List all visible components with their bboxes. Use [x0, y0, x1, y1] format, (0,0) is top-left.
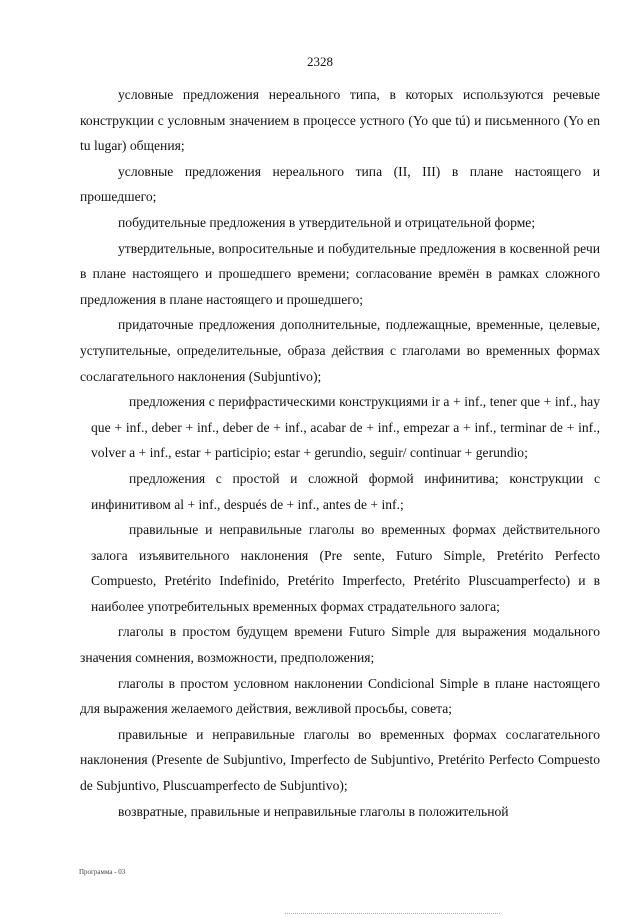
- paragraph-unreal-conditional-speech: условные предложения нереального типа, в которых используются речевые конструкции с условным значением в процессе устного (Yo que tú) и письменного (Yo en tu lugar) общения;: [80, 87, 600, 154]
- paragraph-indicative-tenses: правильные и неправильные глаголы во временных формах действительного залога изъявительного наклонения (Pre sente, Futuro Simple, Pretérito Perfecto Compuesto, Pretérito Indefinido, Pretérito Imperfecto, Pretérito Pluscuamperfecto) и в наиболее употребительных временных формах страдательного залога;: [91, 522, 600, 614]
- paragraph-indirect-speech: утвердительные, вопросительные и побудительные предложения в косвенной речи в плане настоящего и прошедшего времени; согласование времён в рамках сложного предложения в плане настоящего и прошедшего;: [80, 240, 600, 307]
- bottom-divider: [285, 913, 500, 914]
- paragraph-subjunctive-tenses: правильные и неправильные глаголы во временных формах сослагательного наклонения (Presente de Subjuntivo, Imperfecto de Subjuntivo, Pretérito Perfecto Compuesto de Subjuntivo, Pluscuamperfecto de Subjuntivo);: [80, 726, 600, 794]
- footer-program-label: Программа - 03: [79, 868, 126, 876]
- paragraph-periphrastic-constructions: предложения с перифрастическими конструкциями ir a + inf., tener que + inf., hay que + inf., deber + inf., deber de + inf., acabar de + inf., empezar a + inf., terminar de + inf., volver a + inf., estar + participio; estar + gerundio, seguir/ continuar + gerundio;: [91, 394, 600, 461]
- paragraph-condicional-simple: глаголы в простом условном наклонении Condicional Simple в плане настоящего для выражения желаемого действия, вежливой просьбы, совета;: [80, 675, 600, 717]
- document-body: [80, 82, 600, 824]
- paragraph-infinitive-forms: предложения с простой и сложной формой инфинитива; конструкции с инфинитивом al + inf., después de + inf., antes de + inf.;: [91, 470, 600, 512]
- paragraph-imperative-sentences: побудительные предложения в утвердительной и отрицательной форме;: [118, 214, 536, 230]
- paragraph-unreal-conditional-types: условные предложения нереального типа (II, III) в плане настоящего и прошедшего;: [80, 163, 600, 205]
- page-number: 2328: [307, 54, 333, 69]
- paragraph-futuro-simple: глаголы в простом будущем времени Futuro Simple для выражения модального значения сомнения, возможности, предположения;: [80, 624, 600, 666]
- paragraph-subordinate-clauses: придаточные предложения дополнительные, подлежащные, временные, целевые, уступительные, определительные, образа действия с глаголами во временных формах сослагательного наклонения (Subjuntivo);: [80, 317, 600, 384]
- paragraph-reflexive-verbs: возвратные, правильные и неправильные глаголы в положительной: [118, 803, 509, 819]
